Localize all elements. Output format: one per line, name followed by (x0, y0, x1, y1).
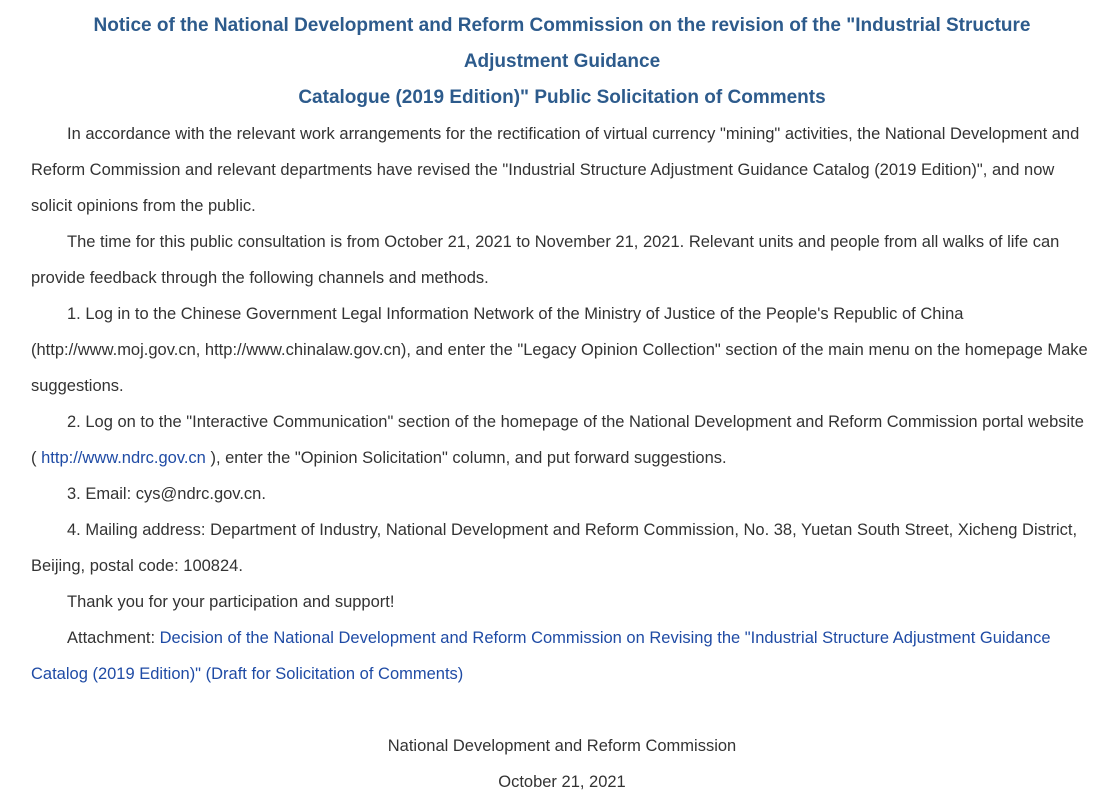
thanks-paragraph: Thank you for your participation and support! (67, 593, 395, 611)
channel-item-3: 3. Email: cys@ndrc.gov.cn. (67, 485, 266, 503)
title-line-2: Adjustment Guidance (463, 51, 661, 72)
title-line-1: Notice of the National Development and Reform Commission on the revision of the "Industrial Structure (93, 15, 1031, 36)
channel-item-2-text-before: 2. Log on to the "Interactive Communication" section of the homepage of the National Development and Reform Commission portal website ( (31, 413, 1084, 467)
signature-date: October 21, 2021 (498, 773, 626, 791)
intro-paragraph: In accordance with the relevant work arrangements for the rectification of virtual currency "mining" activities, the National Development and Reform Commission and relevant departments have revised the "Industrial Structure Adjustment Guidance Catalog (2019 Edition)", and now solicit opinions from the public. (31, 125, 1080, 215)
ndrc-website-link[interactable]: http://www.ndrc.gov.cn (41, 449, 206, 467)
channel-item-2-text-after: ), enter the "Opinion Solicitation" column, and put forward suggestions. (205, 449, 727, 467)
signature-block (31, 728, 1093, 800)
channel-item-4: 4. Mailing address: Department of Industry, National Development and Reform Commission, No. 38, Yuetan South Street, Xicheng District, Beijing, postal code: 100824. (31, 521, 1078, 575)
channel-item-1: 1. Log in to the Chinese Government Legal Information Network of the Ministry of Justice of the People's Republic of China (http://www.moj.gov.cn, http://www.chinalaw.gov.cn), and enter the "Legacy Opinion Collection" section of the main menu on the homepage Make suggestions. (31, 305, 1088, 395)
consultation-period-paragraph: The time for this public consultation is from October 21, 2021 to November 21, 2021. Relevant units and people from all walks of life can provide feedback through the following channels and methods. (31, 233, 1060, 287)
signature-spacer (31, 692, 1100, 728)
attachment-link[interactable]: Decision of the National Development and Reform Commission on Revising the "Industrial Structure Adjustment Guidance Catalog (2019 Edition)" (Draft for Solicitation of Comments) (31, 629, 1051, 683)
channel-item-2 (31, 404, 1093, 476)
notice-body (31, 116, 1093, 692)
title-line-3: Catalogue (2019 Edition)" Public Solicitation of Comments (298, 87, 826, 108)
attachment-label: Attachment: (67, 629, 160, 647)
signature-organization: National Development and Reform Commission (387, 737, 737, 755)
page-title (31, 8, 1093, 116)
attachment-paragraph (31, 620, 1093, 692)
